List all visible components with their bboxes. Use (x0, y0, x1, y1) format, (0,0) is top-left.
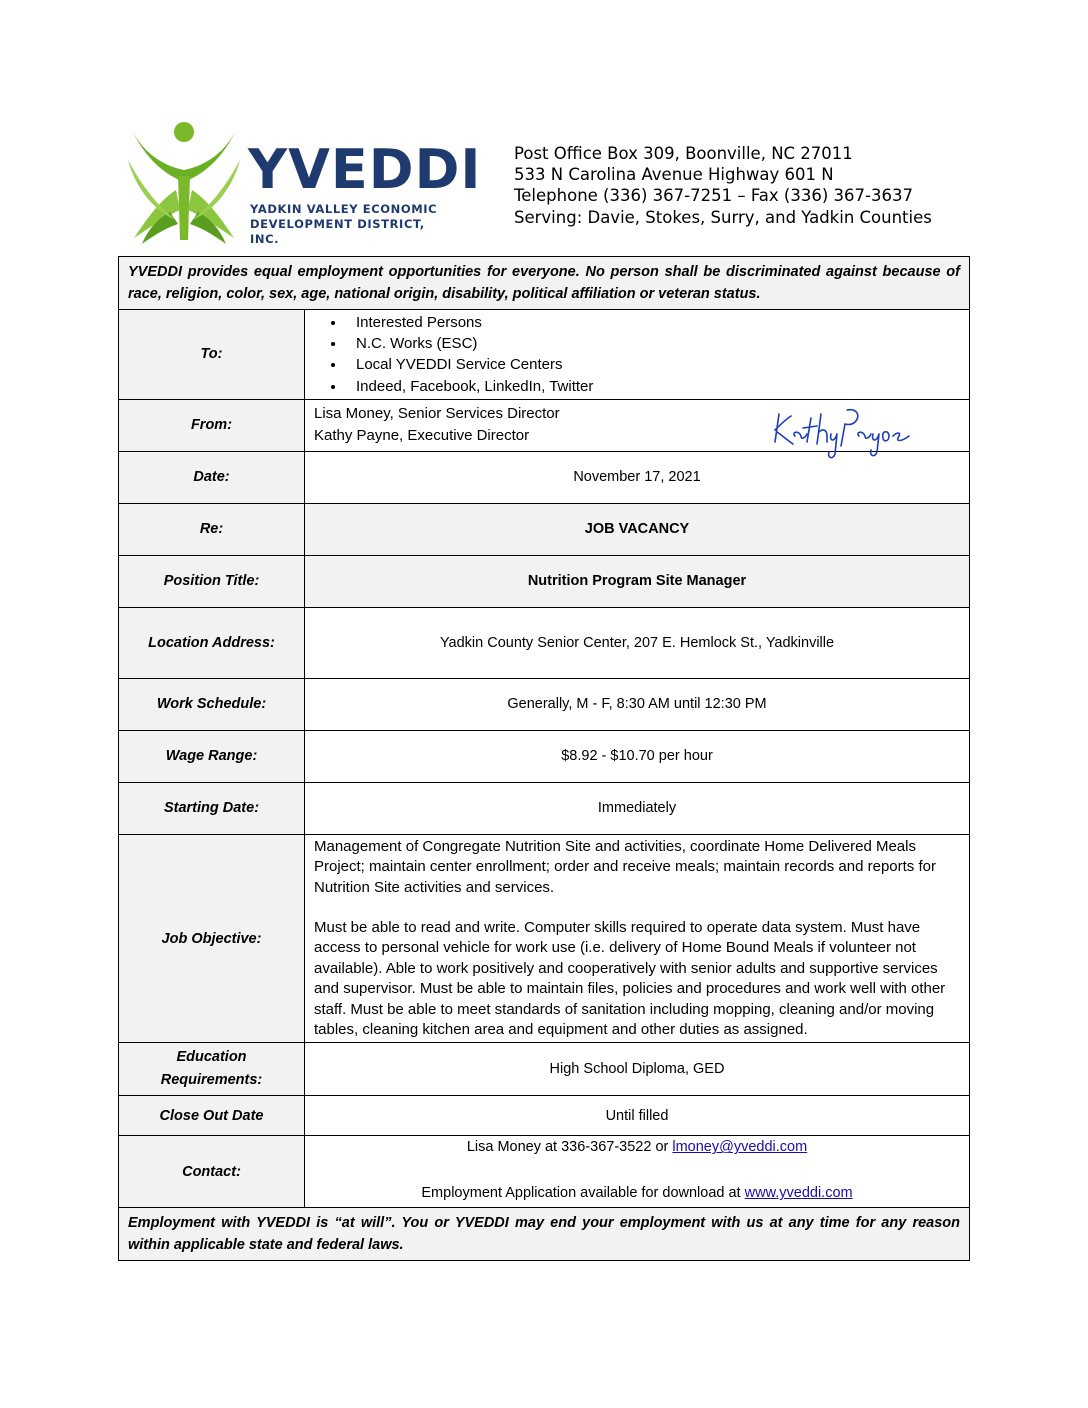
equal-opportunity-notice: YVEDDI provides equal employment opportunities for everyone. No person shall be discriminated against because of race, religion, color, sex, age, national origin, disability, political affiliation or veteran status. (119, 257, 970, 310)
education-label-line: Requirements: (160, 1072, 263, 1089)
starting-date-value: Immediately (305, 782, 970, 834)
signature-kathy-payne (771, 402, 911, 462)
yveddi-logo (126, 120, 482, 246)
address-block (514, 143, 932, 228)
address-line: Telephone (336) 367-7251 – Fax (336) 367-3637 (514, 186, 913, 206)
logo-subtitle (250, 202, 456, 247)
from-line: Kathy Payne, Executive Director (314, 427, 530, 445)
position-title-value: Nutrition Program Site Manager (305, 555, 970, 607)
contact-line (305, 1182, 969, 1204)
date-label: Date: (119, 451, 305, 503)
location-address-label: Location Address: (119, 607, 305, 678)
date-value: November 17, 2021 (305, 451, 970, 503)
contact-phone-text: Lisa Money at 336-367-3522 or (466, 1139, 673, 1156)
close-out-date-value: Until filled (305, 1096, 970, 1136)
to-label: To: (119, 310, 305, 400)
starting-date-label: Starting Date: (119, 782, 305, 834)
recipient-list (314, 312, 960, 397)
from-value (305, 399, 970, 451)
position-title-label: Position Title: (119, 555, 305, 607)
from-label: From: (119, 399, 305, 451)
job-vacancy-table (118, 256, 970, 1261)
education-label (119, 1043, 305, 1096)
list-item: • Indeed, Facebook, LinkedIn, Twitter (346, 376, 960, 397)
objective-paragraph: Must be able to read and write. Computer skills required to operate data system. Must have access to personal vehicle for work use (i.e. delivery of Home Bound Meals if volunteer not available). Able to work positively and cooperatively with senior adults and supportive services and supervisor. Must be able to maintain files, policies and procedures and work well with other staff. Must be able to meet standards of sanitation including mopping, cleaning and/or moving tables, cleaning kitchen area and equipment and other duties as assigned. (314, 919, 946, 1039)
job-objective-value (305, 834, 970, 1043)
list-item: • N.C. Works (ESC) (346, 333, 960, 354)
location-address-value: Yadkin County Senior Center, 207 E. Hemlock St., Yadkinville (305, 607, 970, 678)
logo-subtitle-line: YADKIN VALLEY ECONOMIC (250, 202, 438, 216)
objective-paragraph: Management of Congregate Nutrition Site and activities, coordinate Home Delivered Meals Project; maintain center enrollment; order and receive meals; maintain records and reports for Nutrition Site activities and services. (314, 837, 936, 896)
job-objective-label: Job Objective: (119, 834, 305, 1043)
work-schedule-value: Generally, M - F, 8:30 AM until 12:30 PM (305, 678, 970, 730)
list-item: • Local YVEDDI Service Centers (346, 354, 960, 375)
education-value: High School Diploma, GED (305, 1043, 970, 1096)
from-line: Lisa Money, Senior Services Director (314, 405, 560, 423)
address-line: 533 N Carolina Avenue Highway 601 N (514, 165, 834, 185)
education-label-line: Education (176, 1049, 247, 1066)
address-line: Serving: Davie, Stokes, Surry, and Yadkin Counties (514, 207, 932, 227)
at-will-notice: Employment with YVEDDI is “at will”. You or YVEDDI may end your employment with us at any time for any reason within applicable state and federal laws. (119, 1208, 970, 1261)
logo-wordmark: YVEDDI (248, 138, 482, 201)
wage-range-value: $8.92 - $10.70 per hour (305, 730, 970, 782)
contact-line (305, 1136, 969, 1159)
contact-label: Contact: (119, 1136, 305, 1208)
email-link[interactable]: lmoney@yveddi.com (672, 1139, 808, 1156)
figure-leaf-icon (126, 120, 250, 244)
work-schedule-label: Work Schedule: (119, 678, 305, 730)
address-line: Post Office Box 309, Boonville, NC 27011 (514, 144, 853, 163)
application-text: Employment Application available for download at (421, 1185, 745, 1202)
close-out-date-label: Close Out Date (119, 1096, 305, 1136)
list-item: • Interested Persons (346, 312, 960, 333)
re-label: Re: (119, 503, 305, 555)
re-value: JOB VACANCY (305, 503, 970, 555)
to-recipients (305, 310, 970, 400)
website-link[interactable]: www.yveddi.com (744, 1185, 853, 1202)
logo-subtitle-line: DEVELOPMENT DISTRICT, INC. (250, 217, 425, 246)
contact-value (305, 1136, 970, 1208)
wage-range-label: Wage Range: (119, 730, 305, 782)
